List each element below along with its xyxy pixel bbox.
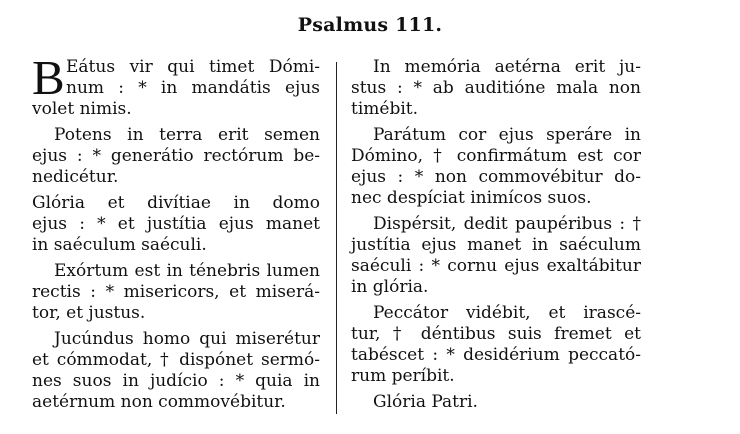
verse-line: aetérnum non commovébitur. — [32, 392, 286, 412]
verse-line: et cómmodat, † dispónet sermó- — [32, 350, 320, 370]
drop-cap: B — [32, 50, 65, 105]
verse-line: ejus : * generátio rectórum be- — [32, 146, 320, 166]
verse-3 — [32, 193, 320, 256]
verse-line: in glória. — [351, 277, 429, 297]
left-column — [32, 50, 320, 418]
right-column — [351, 57, 641, 418]
verse-1 — [32, 50, 320, 120]
verse-line: in saéculum saéculi. — [32, 235, 207, 255]
verse-line: Glória Patri. — [373, 392, 478, 412]
verse-line: Dómino, † confirmátum est cor — [351, 146, 641, 166]
verse-line: volet nimis. — [32, 99, 132, 119]
verse-line: nec despíciat inimícos suos. — [351, 188, 592, 208]
page-title: Psalmus 111. — [297, 14, 443, 36]
verse-line: Dispérsit, dedit paupéribus : † — [373, 214, 641, 234]
verse-line: Peccátor vidébit, et irascé- — [373, 303, 641, 323]
verse-line: justítia ejus manet in saéculum — [351, 235, 641, 255]
verse-line: rectis : * misericors, et miserá- — [32, 282, 320, 302]
verse-6 — [351, 57, 641, 120]
verse-7 — [351, 125, 641, 209]
verse-line: In memória aetérna erit ju- — [373, 57, 641, 77]
verse-line: stus : * ab auditióne mala non — [351, 78, 641, 98]
verse-line: tabéscet : * desidérium peccató- — [351, 345, 641, 365]
column-divider — [336, 62, 337, 414]
verse-4 — [32, 261, 320, 324]
verse-line: Potens in terra erit semen — [54, 125, 320, 145]
verse-line: Jucúndus homo qui miserétur — [54, 329, 320, 349]
verse-8 — [351, 214, 641, 298]
verse-line: ejus : * non commovébitur do- — [351, 167, 641, 187]
verse-10 — [351, 392, 641, 413]
verse-line: nes suos in judício : * quia in — [32, 371, 320, 391]
verse-line: Parátum cor ejus speráre in — [373, 125, 641, 145]
verse-line: tur, † déntibus suis fremet et — [351, 324, 641, 344]
verse-line: Exórtum est in ténebris lumen — [54, 261, 320, 281]
verse-line: nedicétur. — [32, 167, 119, 187]
verse-line: num : * in mandátis ejus — [66, 78, 320, 98]
verse-2 — [32, 125, 320, 188]
verse-line: Glória et divítiae in domo — [32, 193, 320, 213]
verse-5 — [32, 329, 320, 413]
verse-line: ejus : * et justítia ejus manet — [32, 214, 320, 234]
verse-line: saéculi : * cornu ejus exaltábitur — [351, 256, 641, 276]
verse-line: tor, et justus. — [32, 303, 146, 323]
verse-line: timébit. — [351, 99, 419, 119]
verse-9 — [351, 303, 641, 387]
verse-line: rum períbit. — [351, 366, 455, 386]
verse-line: Eátus vir qui timet Dómi- — [66, 57, 320, 77]
